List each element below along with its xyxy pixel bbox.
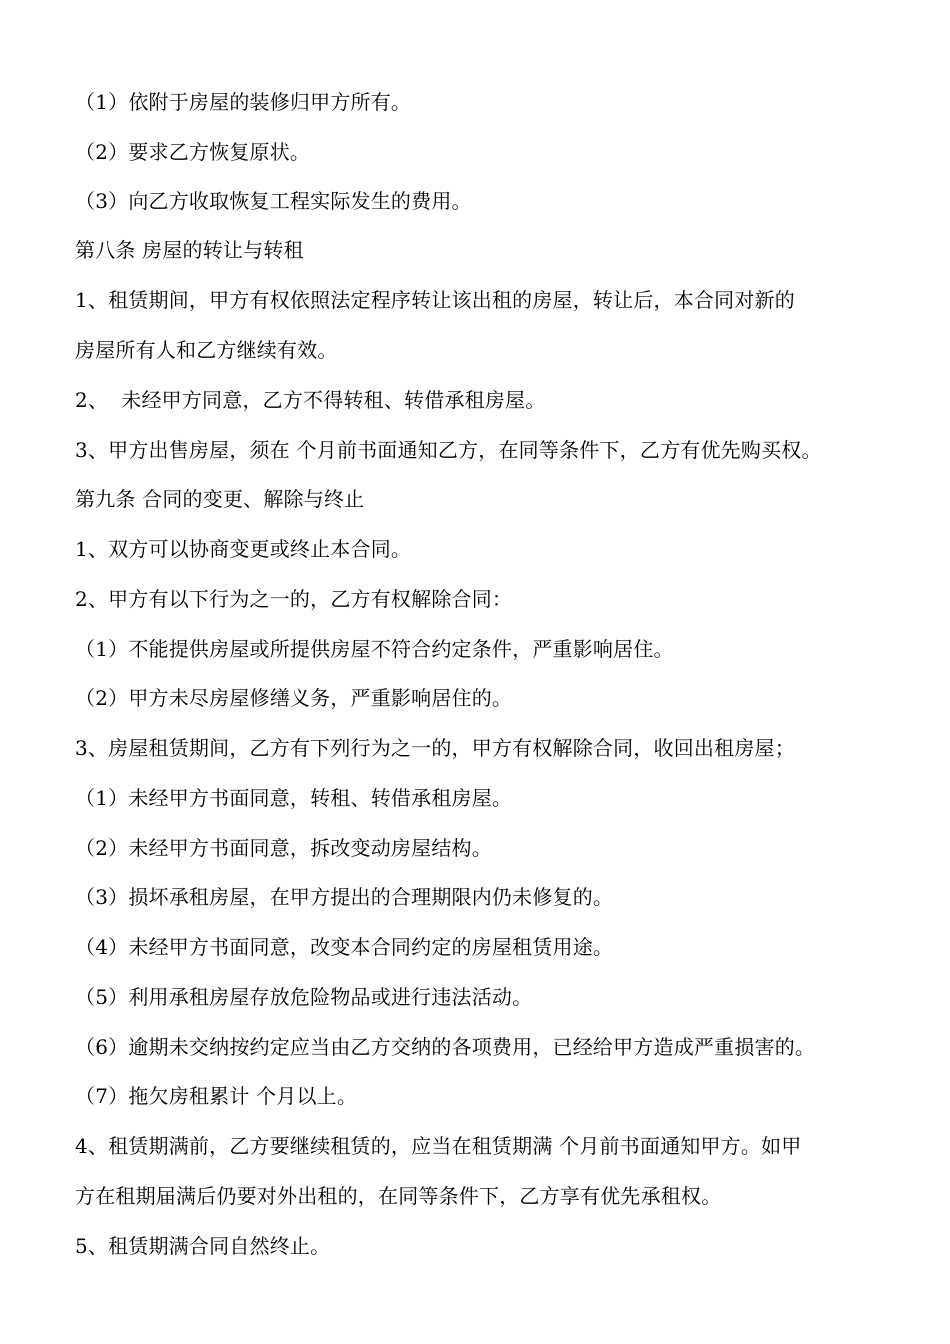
text-line: （7）拖欠房租累计 个月以上。 xyxy=(75,1084,358,1108)
text-line: 2、甲方有以下行为之一的，乙方有权解除合同： xyxy=(75,587,513,611)
text-line: （1）未经甲方书面同意，转租、转借承租房屋。 xyxy=(75,786,513,810)
text-line: （4）未经甲方书面同意，改变本合同约定的房屋租赁用途。 xyxy=(75,935,614,959)
text-line: （2）甲方未尽房屋修缮义务，严重影响居住的。 xyxy=(75,686,513,710)
section-heading: 第八条 房屋的转让与转租 xyxy=(75,238,304,262)
text-line: 3、甲方出售房屋，须在 个月前书面通知乙方，在同等条件下，乙方有优先购买权。 xyxy=(75,438,822,462)
text-line: （2）未经甲方书面同意，拆改变动房屋结构。 xyxy=(75,836,492,860)
text-line: 房屋所有人和乙方继续有效。 xyxy=(75,338,338,362)
section-heading: 第九条 合同的变更、解除与终止 xyxy=(75,487,365,511)
text-line: 2、 未经甲方同意，乙方不得转租、转借承租房屋。 xyxy=(75,388,546,412)
text-line: 5、租赁期满合同自然终止。 xyxy=(75,1234,331,1258)
text-line: （3）向乙方收取恢复工程实际发生的费用。 xyxy=(75,189,472,213)
text-line: （5）利用承租房屋存放危险物品或进行违法活动。 xyxy=(75,985,533,1009)
text-line: 3、房屋租赁期间，乙方有下列行为之一的，甲方有权解除合同，收回出租房屋； xyxy=(75,736,795,760)
text-line: 1、双方可以协商变更或终止本合同。 xyxy=(75,537,412,561)
text-line: （6）逾期未交纳按约定应当由乙方交纳的各项费用，已经给甲方造成严重损害的。 xyxy=(75,1035,816,1059)
text-line: 1、租赁期间，甲方有权依照法定程序转让该出租的房屋，转让后，本合同对新的 xyxy=(75,288,795,312)
text-line: （1）不能提供房屋或所提供房屋不符合约定条件，严重影响居住。 xyxy=(75,637,674,661)
text-line: 4、租赁期满前，乙方要继续租赁的，应当在租赁期满 个月前书面通知甲方。如甲 xyxy=(75,1134,802,1158)
text-line: （3）损坏承租房屋，在甲方提出的合理期限内仍未修复的。 xyxy=(75,885,614,909)
text-line: （2）要求乙方恢复原状。 xyxy=(75,140,311,164)
text-line: （1）依附于房屋的装修归甲方所有。 xyxy=(75,90,412,114)
text-line: 方在租期届满后仍要对外出租的，在同等条件下，乙方享有优先承租权。 xyxy=(75,1184,722,1208)
